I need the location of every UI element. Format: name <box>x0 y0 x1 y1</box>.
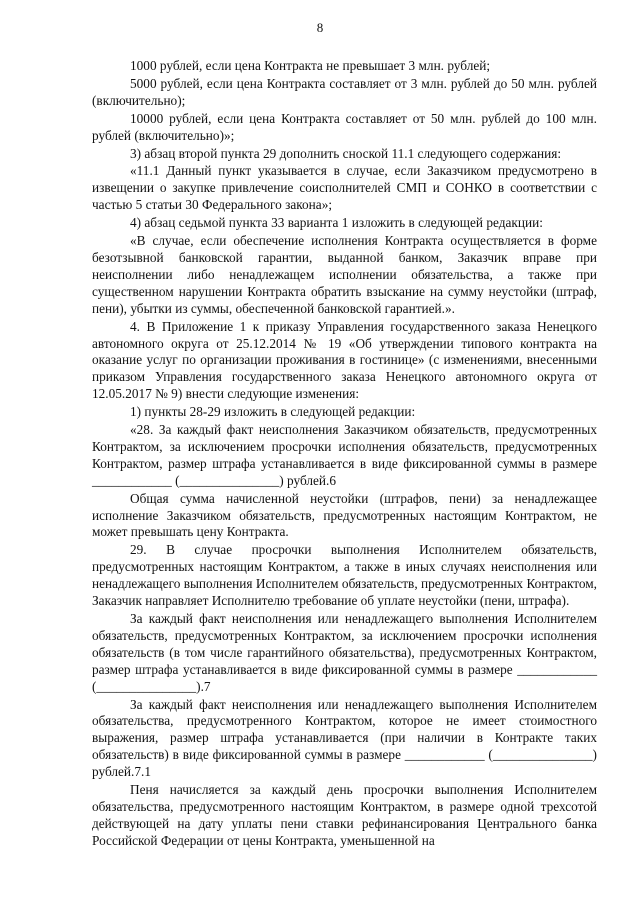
paragraph: За каждый факт неисполнения или ненадлежащего выполнения Исполнителем обязательств, предусмотренных Контрактом, за исключением просрочки исполнения обязательств (в том числе гарантийного обязательства), предусмотренных Контрактом, размер штрафа устанавливается в виде фиксированной суммы в размере ____________ (_______________).7 <box>92 611 597 694</box>
quoted-paragraph: «В случае, если обеспечение исполнения Контракта осуществляется в форме безотзывной банковской гарантии, выданной банком, Заказчик вправе при неисполнении либо ненадлежащем исполнении обязательства, а также при существенном нарушении Контракта обратить взыскание на сумму неустойки (штраф, пени), убытки из суммы, обеспеченной банковской гарантией.». <box>92 233 597 316</box>
paragraph: 10000 рублей, если цена Контракта составляет от 50 млн. рублей до 100 млн. рублей (включительно)»; <box>92 110 597 143</box>
paragraph: 4) абзац седьмой пункта 33 варианта 1 изложить в следующей редакции: <box>130 215 543 231</box>
paragraph: Общая сумма начисленной неустойки (штрафов, пени) за ненадлежащее исполнение Заказчиком обязательств, предусмотренных настоящим Контрактом, не может превышать цену Контракта. <box>92 490 597 540</box>
footnote-paragraph: «11.1 Данный пункт указывается в случае, если Заказчиком предусмотрено в извещении о закупке привлечение соисполнителей СМП и СОНКО в соответствии с частью 5 статьи 30 Федерального закона»; <box>92 163 597 213</box>
paragraph: Пеня начисляется за каждый день просрочки выполнения Исполнителем обязательства, предусмотренного настоящим Контрактом, в размере одной трехсотой действующей на дату уплаты пени ставки рефинансирования Центрального банка Российской Федерации от цены Контракта, уменьшенной на <box>92 782 597 848</box>
paragraph-28: «28. За каждый факт неисполнения Заказчиком обязательств, предусмотренных Контрактом, за исключением просрочки исполнения обязательств, предусмотренных Контрактом, размер штрафа устанавливается в виде фиксированной суммы в размере ____________ (_______________) рублей.6 <box>92 422 597 488</box>
paragraph: 1000 рублей, если цена Контракта не превышает 3 млн. рублей; <box>130 58 491 73</box>
paragraph: 3) абзац второй пункта 29 дополнить сноской 11.1 следующего содержания: <box>130 145 562 161</box>
paragraph: 4. В Приложение 1 к приказу Управления государственного заказа Ненецкого автономного округа от 25.12.2014 № 19 «Об утверждении типового контракта на оказание услуг по организации проживания в гостинице» (с изменениями, внесенными приказом Управления государственного заказа Ненецкого автономного округа от 12.05.2017 № 9) внести следующие изменения: <box>92 318 597 402</box>
document-body <box>92 58 597 851</box>
page-number: 8 <box>316 20 324 35</box>
paragraph-29: 29. В случае просрочки выполнения Исполнителем обязательств, предусмотренных настоящим Контрактом, а также в иных случаях неисполнения или ненадлежащего выполнения Исполнителем обязательств, предусмотренных Контрактом, Заказчик направляет Исполнителю требование об уплате неустойки (пени, штрафа). <box>92 542 597 609</box>
paragraph: 5000 рублей, если цена Контракта составляет от 3 млн. рублей до 50 млн. рублей (включительно); <box>92 75 597 108</box>
paragraph: За каждый факт неисполнения или ненадлежащего выполнения Исполнителем обязательства, предусмотренного Контрактом, которое не имеет стоимостного выражения, размер штрафа устанавливается (при наличии в Контракте таких обязательств) в виде фиксированной суммы в размере ____________ (_______________) рублей.7.1 <box>92 696 597 780</box>
paragraph: 1) пункты 28-29 изложить в следующей редакции: <box>130 404 416 420</box>
